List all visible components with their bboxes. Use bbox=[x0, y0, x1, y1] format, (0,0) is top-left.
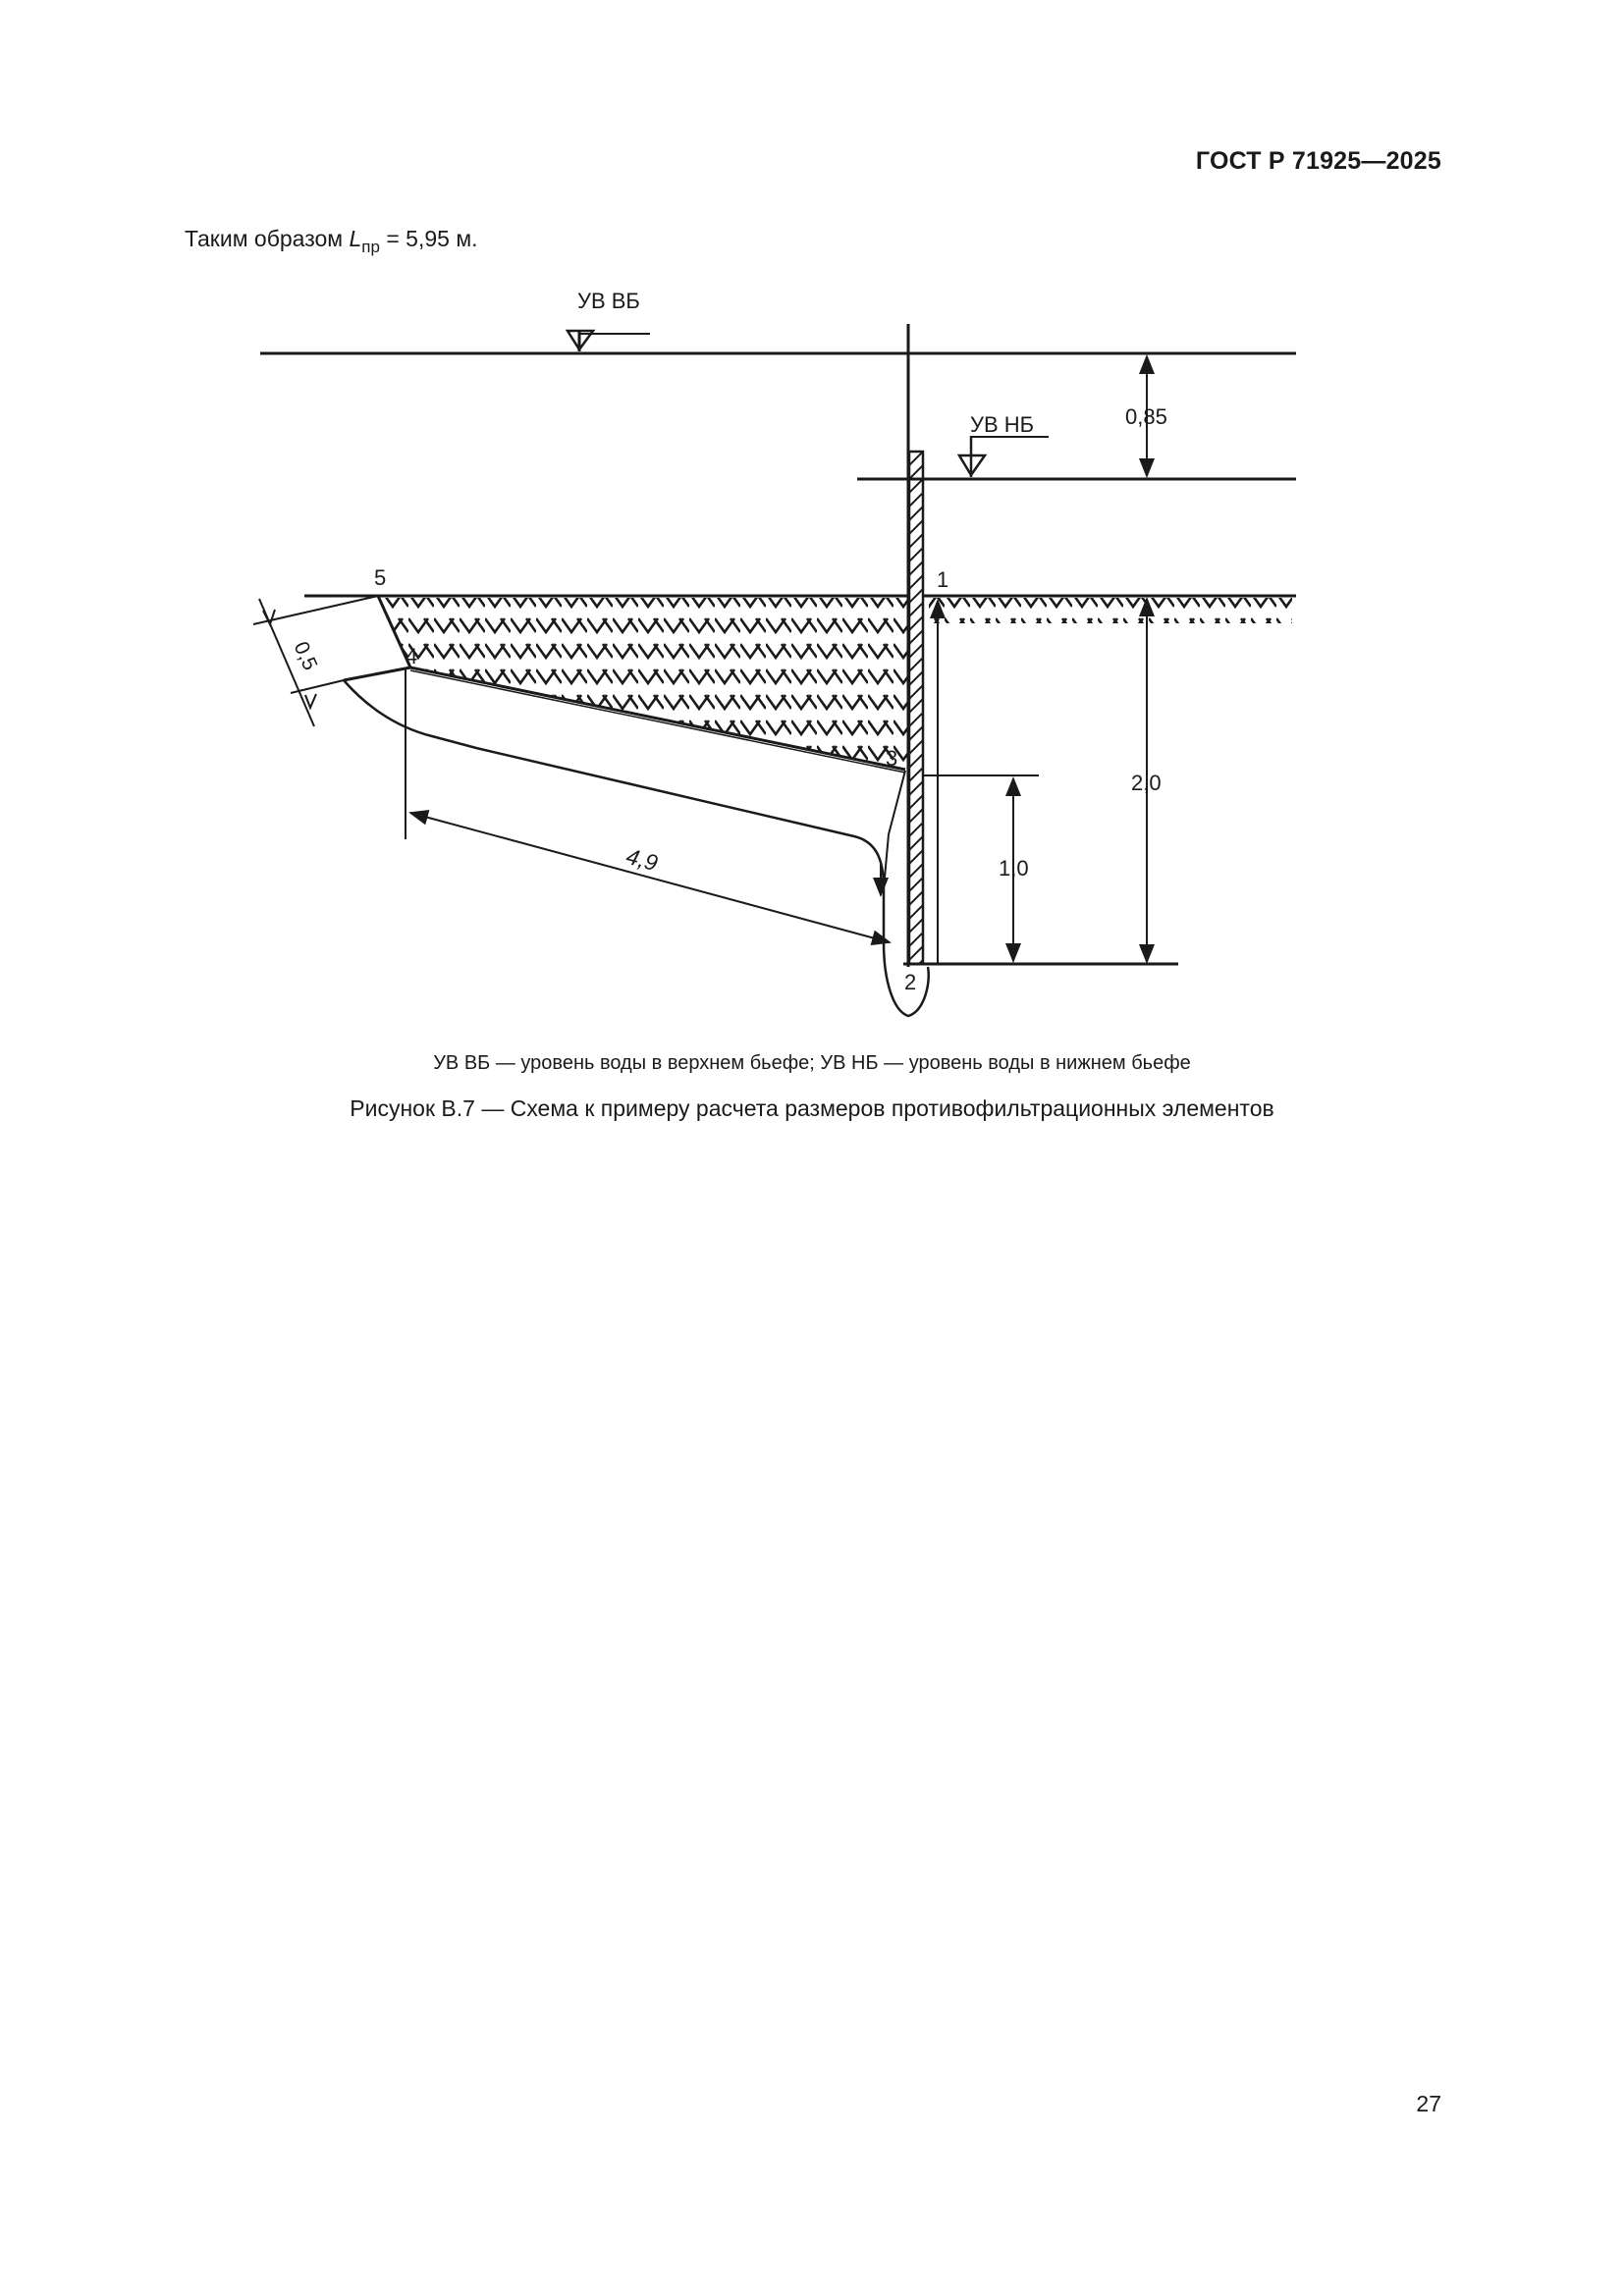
point-label-3: 3 bbox=[886, 746, 898, 771]
seepage-scheme-figure bbox=[0, 0, 1624, 1041]
point-label-1: 1 bbox=[937, 567, 949, 592]
dimension-1-0: 1,0 bbox=[999, 856, 1029, 881]
ground-hatch-left bbox=[378, 598, 907, 771]
dimension-line-4-9 bbox=[410, 813, 890, 942]
figure-caption: Рисунок В.7 — Схема к примеру расчета размеров противофильтрационных элементов bbox=[350, 1095, 1274, 1121]
intro-suffix: = 5,95 м. bbox=[379, 226, 478, 251]
dimension-4-9: 4,9 bbox=[623, 842, 661, 877]
sheet-pile-wall bbox=[909, 452, 923, 964]
seepage-inner-line bbox=[884, 771, 905, 888]
page-number: 27 bbox=[1416, 2091, 1441, 2116]
figure-legend: УВ ВБ — уровень воды в верхнем бьефе; УВ НБ — уровень воды в нижнем бьефе bbox=[433, 1052, 1191, 1074]
ground-hatch-right bbox=[929, 598, 1292, 623]
dimension-0-5: 0,5 bbox=[289, 638, 322, 674]
dimension-0-85: 0,85 bbox=[1125, 404, 1167, 429]
intro-prefix: Таким образом bbox=[185, 226, 350, 251]
point-label-4: 4 bbox=[406, 644, 418, 668]
apron-left-edge bbox=[344, 667, 410, 680]
intro-subscript: пр bbox=[361, 238, 380, 256]
point-label-2: 2 bbox=[904, 970, 917, 994]
label-uv-vb: УВ ВБ bbox=[577, 289, 640, 313]
label-uv-nb: УВ НБ bbox=[970, 412, 1035, 437]
document-header: ГОСТ Р 71925—2025 bbox=[1195, 147, 1441, 175]
point-label-5: 5 bbox=[374, 565, 387, 590]
dimension-2-0: 2,0 bbox=[1131, 771, 1162, 795]
intro-symbol: L bbox=[349, 226, 362, 251]
